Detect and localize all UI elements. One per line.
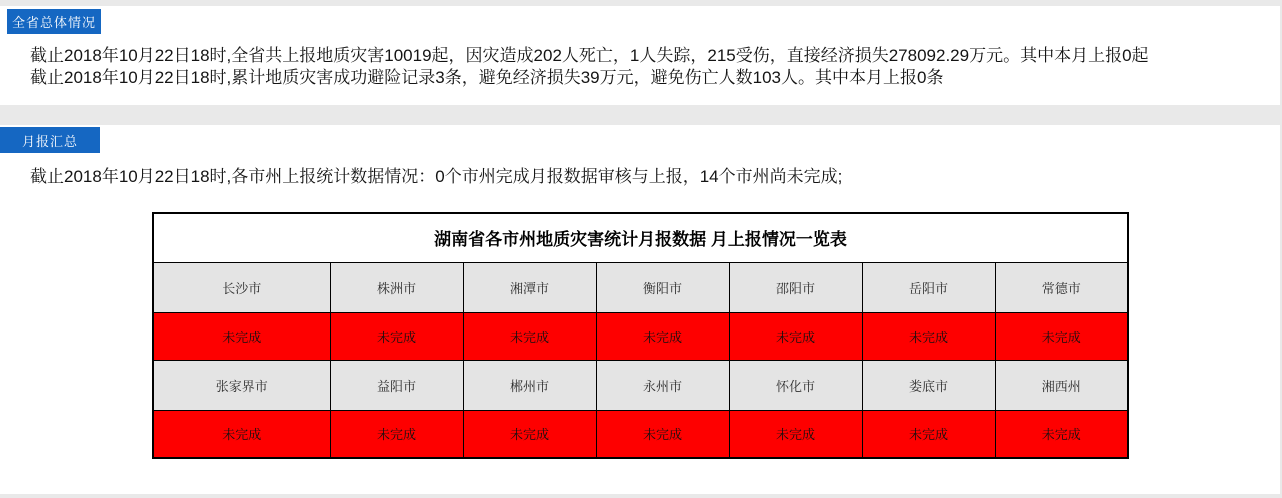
- overview-summary-text: [30, 45, 1149, 88]
- status-cell: 未完成: [153, 410, 330, 458]
- status-cell: 未完成: [995, 312, 1128, 360]
- status-cell: 未完成: [862, 410, 995, 458]
- monthly-report-section-badge: 月报汇总: [0, 127, 100, 153]
- status-cell: 未完成: [596, 410, 729, 458]
- city-cell: 湘潭市: [463, 262, 596, 312]
- status-cell: 未完成: [729, 312, 862, 360]
- city-cell: 长沙市: [153, 262, 330, 312]
- overview-line-2: 截止2018年10月22日18时,累计地质灾害成功避险记录3条，避免经济损失39万元，避免伤亡人数103人。其中本月上报0条: [30, 67, 944, 87]
- table-title-row: [153, 213, 1128, 262]
- table-row-status-2: [153, 410, 1128, 458]
- status-cell: 未完成: [330, 410, 463, 458]
- city-cell: 株洲市: [330, 262, 463, 312]
- city-cell: 岳阳市: [862, 262, 995, 312]
- monthly-report-table: [152, 212, 1129, 459]
- city-cell: 张家界市: [153, 360, 330, 410]
- status-cell: 未完成: [596, 312, 729, 360]
- city-cell: 怀化市: [729, 360, 862, 410]
- status-cell: 未完成: [330, 312, 463, 360]
- city-cell: 永州市: [596, 360, 729, 410]
- status-cell: 未完成: [862, 312, 995, 360]
- status-cell: 未完成: [729, 410, 862, 458]
- table-title: 湖南省各市州地质灾害统计月报数据 月上报情况一览表: [153, 213, 1128, 262]
- monthly-report-summary-text: 截止2018年10月22日18时,各市州上报统计数据情况：0个市州完成月报数据审核与上报，14个市州尚未完成;: [30, 167, 843, 186]
- table-row-status-1: [153, 312, 1128, 360]
- city-cell: 衡阳市: [596, 262, 729, 312]
- overview-line-1: 截止2018年10月22日18时,全省共上报地质灾害10019起，因灾造成202人死亡，1人失踪，215受伤，直接经济损失278092.29万元。其中本月上报0起: [30, 46, 1149, 65]
- status-cell: 未完成: [463, 312, 596, 360]
- city-cell: 娄底市: [862, 360, 995, 410]
- city-cell: 邵阳市: [729, 262, 862, 312]
- status-cell: 未完成: [463, 410, 596, 458]
- status-cell: 未完成: [153, 312, 330, 360]
- city-cell: 常德市: [995, 262, 1128, 312]
- city-cell: 益阳市: [330, 360, 463, 410]
- table-row-cities-2: [153, 360, 1128, 410]
- city-cell: 湘西州: [995, 360, 1128, 410]
- status-cell: 未完成: [995, 410, 1128, 458]
- overview-section-badge: 全省总体情况: [7, 9, 101, 34]
- table-row-cities-1: [153, 262, 1128, 312]
- city-cell: 郴州市: [463, 360, 596, 410]
